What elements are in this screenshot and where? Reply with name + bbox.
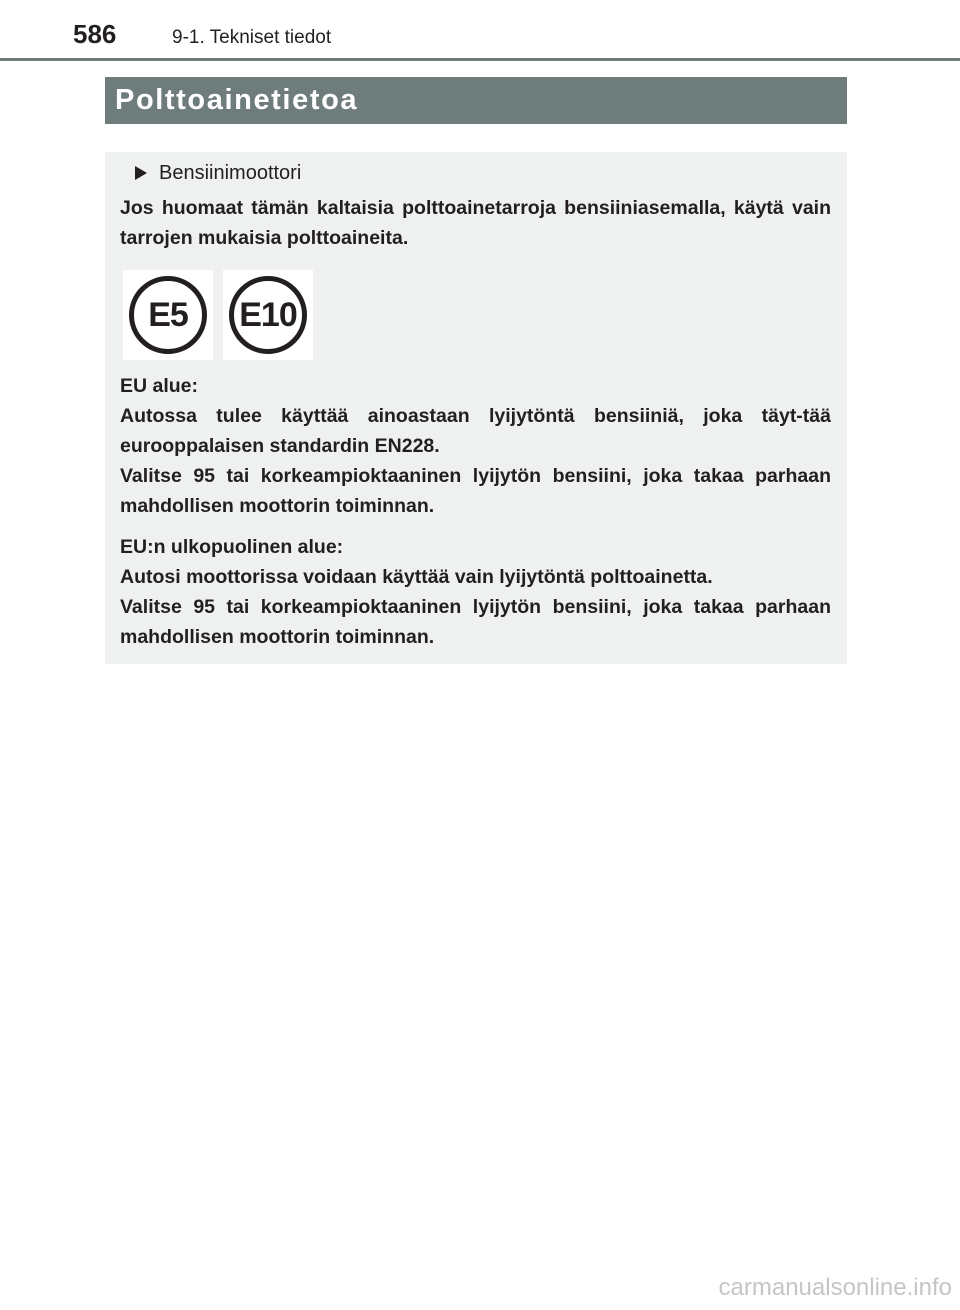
section-header-bar	[105, 77, 847, 124]
header-rule	[0, 58, 960, 61]
intro-paragraph: Jos huomaat tämän kaltaisia polttoainetarroja bensiiniasemalla, käytä vain tarrojen mukaisia polttoaineita.	[120, 197, 831, 249]
subhead-gasoline-engine	[135, 160, 301, 186]
non-eu-region-text-octane: Valitse 95 tai korkeampioktaaninen lyijytön bensiini, joka takaa parhaan mahdollisen moottorin toiminnan.	[120, 596, 831, 648]
eu-region-heading: EU alue:	[120, 375, 199, 397]
watermark: carmanualsonline.info	[718, 1274, 952, 1301]
fuel-label-e5-icon: E5	[129, 276, 207, 354]
fuel-label-row	[123, 270, 313, 360]
non-eu-region-text-unleaded: Autosi moottorissa voidaan käyttää vain lyijytöntä polttoainetta.	[120, 566, 713, 588]
non-eu-region-block	[120, 532, 831, 652]
triangle-bullet-icon	[135, 166, 147, 180]
page-number: 586	[73, 19, 117, 49]
subhead-label: Bensiinimoottori	[159, 162, 302, 184]
fuel-label-e10	[223, 270, 313, 360]
section-title: Polttoainetietoa	[115, 84, 359, 116]
fuel-label-e10-icon: E10	[229, 276, 307, 354]
fuel-label-e5	[123, 270, 213, 360]
eu-region-block	[120, 371, 831, 521]
eu-region-text-standard: Autossa tulee käyttää ainoastaan lyijytöntä bensiiniä, joka täyt-tää eurooppalaisen standardin EN228.	[120, 405, 831, 457]
eu-region-text-octane: Valitse 95 tai korkeampioktaaninen lyijytön bensiini, joka takaa parhaan mahdollisen moottorin toiminnan.	[120, 465, 831, 517]
chapter-title: 9-1. Tekniset tiedot	[172, 27, 332, 48]
fuel-info-box	[105, 152, 847, 664]
non-eu-region-heading: EU:n ulkopuolinen alue:	[120, 536, 344, 558]
